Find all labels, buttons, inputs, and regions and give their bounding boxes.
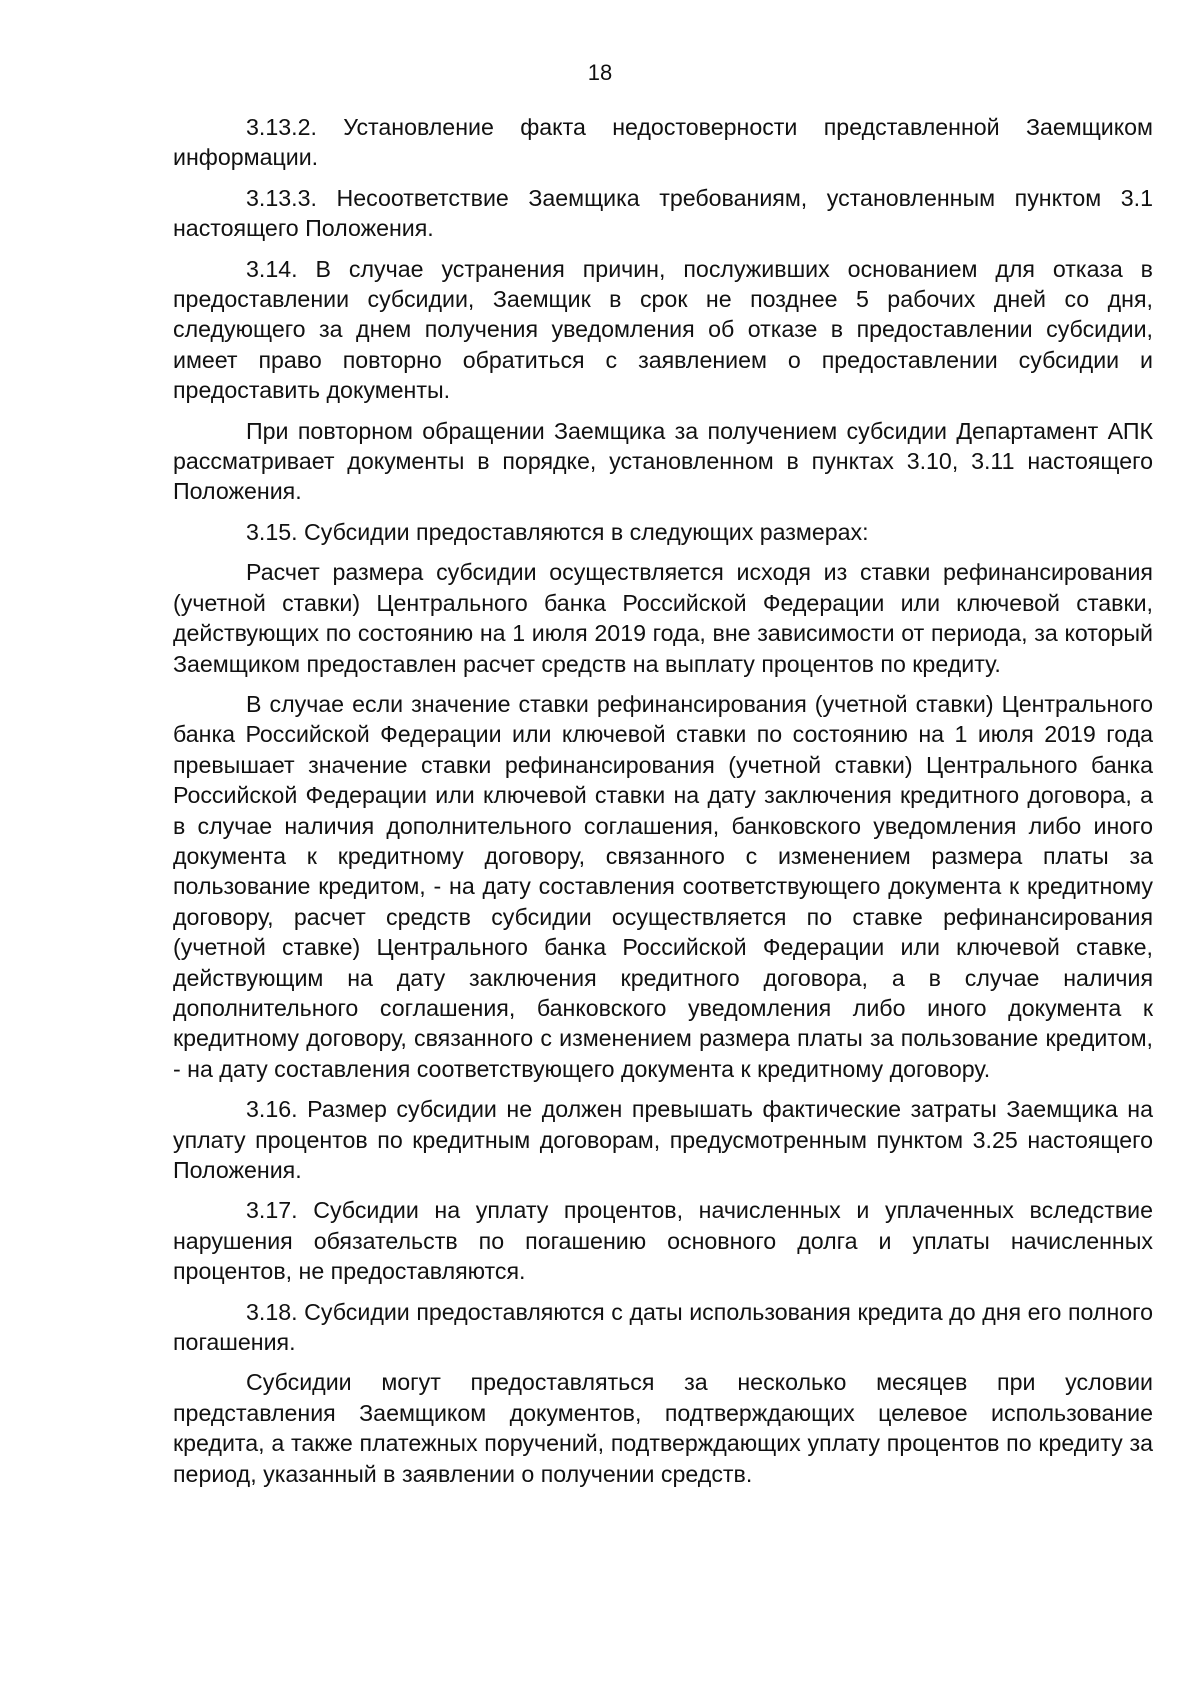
paragraph-subsidy-calculation: Расчет размера субсидии осуществляется исходя из ставки рефинансирования (учетной ставки) Центрального банка Российской Федерации или ключевой ставки, действующих по состоянию на 1 июля 2019 года, вне зависимости от периода, за который Заемщиком предоставлен расчет средств на выплату процентов по кредиту. — [173, 559, 1153, 677]
page-number: 18 — [587, 60, 613, 85]
paragraph-3-15: 3.15. Субсидии предоставляются в следующих размерах: — [246, 518, 869, 545]
paragraph-3-16: 3.16. Размер субсидии не должен превышать фактические затраты Заемщика на уплату процентов по кредитным договорам, предусмотренным пунктом 3.25 настоящего Положения. — [173, 1096, 1153, 1183]
paragraph-3-13-3: 3.13.3. Несоответствие Заемщика требованиям, установленным пунктом 3.1 настоящего Положения. — [173, 184, 1153, 242]
paragraph-3-17: 3.17. Субсидии на уплату процентов, начисленных и уплаченных вследствие нарушения обязательств по погашению основного долга и уплаты начисленных процентов, не предоставляются. — [173, 1197, 1153, 1285]
paragraph-3-14: 3.14. В случае устранения причин, послуживших основанием для отказа в предоставлении субсидии, Заемщик в срок не позднее 5 рабочих дней со дня, следующего за днем получения уведомления об отказе в предоставлении субсидии, имеет право повторно обратиться с заявлением о предоставлении субсидии и предоставить документы. — [173, 255, 1153, 404]
paragraph-rate-exceeds: В случае если значение ставки рефинансирования (учетной ставки) Центрального банка Российской Федерации или ключевой ставки по состоянию на 1 июля 2019 года превышает значение ставки рефинансирования (учетной ставки) Центрального банка Российской Федерации или ключевой ставки на дату заключения кредитного договора, а в случае наличия дополнительного соглашения, банковского уведомления либо иного документа к кредитному договору, связанного с изменением размера платы за пользование кредитом, - на дату составления соответствующего документа к кредитному договору, расчет средств субсидии осуществляется по ставке рефинансирования (учетной ставке) Центрального банка Российской Федерации или ключевой ставке, действующим на дату заключения кредитного договора, а в случае наличия дополнительного соглашения, банковского уведомления либо иного документа к кредитному договору, связанного с изменением размера платы за пользование кредитом, - на дату составления соответствующего документа к кредитному договору. — [173, 690, 1153, 1082]
paragraph-multiple-months: Субсидии могут предоставляться за несколько месяцев при условии представления Заемщиком документов, подтверждающих целевое использование кредита, а также платежных поручений, подтверждающих уплату процентов по кредиту за период, указанный в заявлении о получении средств. — [173, 1369, 1153, 1487]
paragraph-3-13-2: 3.13.2. Установление факта недостоверности представленной Заемщиком информации. — [173, 114, 1153, 171]
paragraph-repeat-application: При повторном обращении Заемщика за получением субсидии Департамент АПК рассматривает документы в порядке, установленном в пунктах 3.10, 3.11 настоящего Положения. — [173, 417, 1153, 505]
document-body — [173, 112, 1153, 1499]
paragraph-3-18: 3.18. Субсидии предоставляются с даты использования кредита до дня его полного погашения. — [173, 1298, 1153, 1356]
